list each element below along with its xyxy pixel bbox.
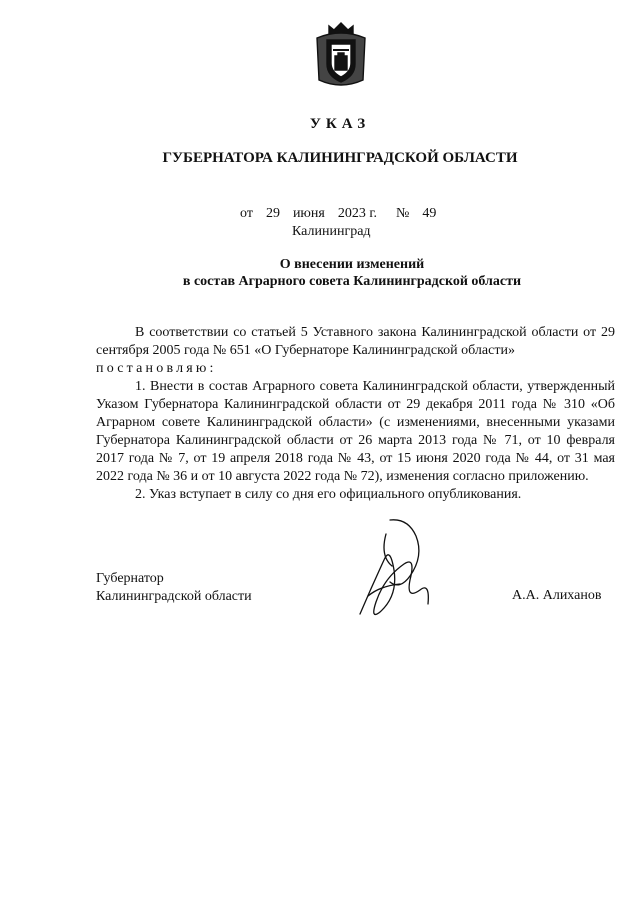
preamble-paragraph: В соответствии со статьей 5 Уставного закона Калининградской области от 29 сентября 2005 года № 651 «О Губернаторе Калининградской области»	[96, 325, 615, 358]
item-paragraph-1: 1. Внести в состав Аграрного совета Калининградской области, утвержденный Указом Губернатора Калининградской области от 29 декабря 2011 года № 310 «Об Аграрном совете Калининградской области» (с изменениями, внесенными указами Губернатора Калининградской области от 26 марта 2013 года № 71, от 10 февраля 2017 года № 7, от 19 апреля 2018 года № 43, от 15 июня 2020 года № 44, от 31 мая 2022 года № 36 и от 10 августа 2022 года № 72), изменения согласно приложению.	[96, 379, 615, 484]
signer-post-line-1: Губернатор	[96, 571, 164, 586]
issuer-title: ГУБЕРНАТОРА КАЛИНИНГРАДСКОЙ ОБЛАСТИ	[162, 150, 518, 166]
date-prefix: от	[240, 206, 253, 221]
document-number: 49	[422, 206, 437, 221]
date-year: 2023 г.	[337, 206, 377, 221]
item-paragraph-2: 2. Указ вступает в силу со дня его официального опубликования.	[135, 487, 522, 502]
document-type-title: УКАЗ	[309, 116, 371, 132]
coat-of-arms-icon	[313, 20, 369, 90]
date-day: 29	[265, 206, 280, 221]
decree-word: постановляю:	[96, 361, 217, 376]
date-number-line	[240, 206, 436, 222]
heading-line-2: в состав Аграрного совета Калининградской области	[182, 274, 522, 289]
number-sign: №	[396, 206, 410, 221]
signer-name: А.А. Алиханов	[512, 588, 602, 603]
handwritten-signature	[350, 516, 442, 628]
city: Калининград	[292, 224, 371, 239]
date-month: июня	[292, 206, 325, 221]
heading-line-1: О внесении изменений	[279, 257, 425, 272]
signer-post-line-2: Калининградской области	[96, 589, 252, 604]
document-heading	[0, 256, 640, 290]
document-body	[96, 324, 615, 504]
signer-post	[96, 570, 252, 606]
